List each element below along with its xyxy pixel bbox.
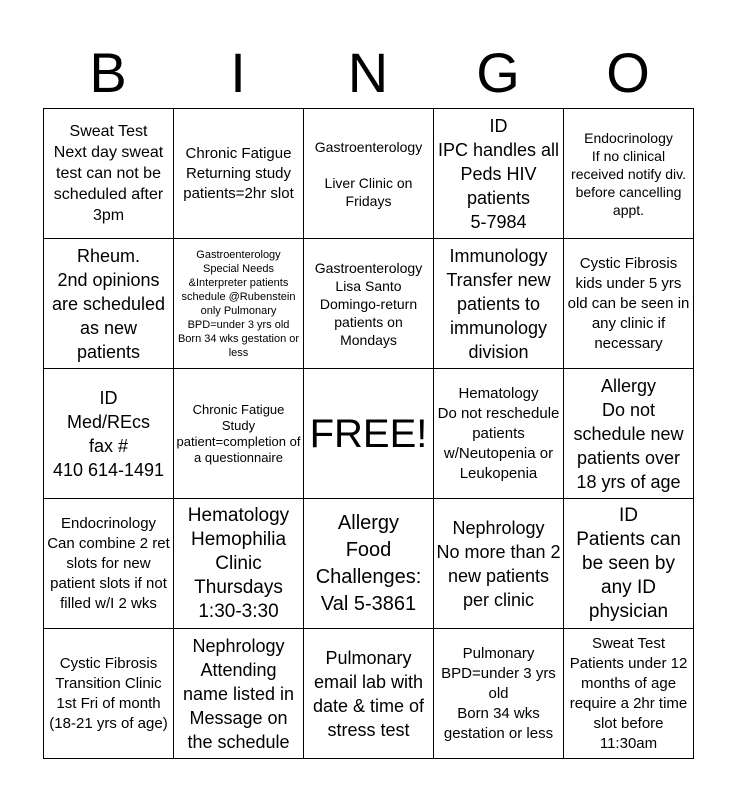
bingo-cell[interactable]: Endocrinology Can combine 2 ret slots for new patient slots if not filled w/I 2 wks — [44, 499, 174, 629]
bingo-cell[interactable]: Nephrology Attending name listed in Message on the schedule — [174, 629, 304, 759]
bingo-cell[interactable]: Chronic Fatigue Study patient=completion of a questionnaire — [174, 369, 304, 499]
bingo-cell[interactable]: Gastroenterology Liver Clinic on Fridays — [304, 109, 434, 239]
board-row — [44, 109, 694, 239]
header-letter-g: G — [476, 41, 520, 104]
bingo-cell[interactable]: Gastroenterology Special Needs &Interpreter patients schedule @Rubenstein only Pulmonary BPD=under 3 yrs old Born 34 wks gestation or less — [174, 239, 304, 369]
bingo-cell[interactable]: ID Patients can be seen by any ID physician — [564, 499, 694, 629]
bingo-cell[interactable]: Hematology Hemophilia Clinic Thursdays 1:30-3:30 — [174, 499, 304, 629]
bingo-cell[interactable]: Sweat Test Next day sweat test can not be scheduled after 3pm — [44, 109, 174, 239]
board-row — [44, 629, 694, 759]
bingo-cell[interactable]: ID Med/REcs fax # 410 614-1491 — [44, 369, 174, 499]
bingo-cell[interactable]: Allergy Food Challenges: Val 5-3861 — [304, 499, 434, 629]
bingo-cell[interactable]: Pulmonary BPD=under 3 yrs old Born 34 wks gestation or less — [434, 629, 564, 759]
bingo-cell[interactable]: Sweat Test Patients under 12 months of age require a 2hr time slot before 11:30am — [564, 629, 694, 759]
bingo-cell[interactable]: ID IPC handles all Peds HIV patients 5-7984 — [434, 109, 564, 239]
bingo-cell[interactable]: Cystic Fibrosis kids under 5 yrs old can be seen in any clinic if necessary — [564, 239, 694, 369]
bingo-cell[interactable]: Hematology Do not reschedule patients w/Neutopenia or Leukopenia — [434, 369, 564, 499]
free-space-cell[interactable]: FREE! — [304, 369, 434, 499]
board-row — [44, 239, 694, 369]
bingo-cell[interactable]: Pulmonary email lab with date & time of stress test — [304, 629, 434, 759]
bingo-cell[interactable]: Cystic Fibrosis Transition Clinic 1st Fri of month (18-21 yrs of age) — [44, 629, 174, 759]
board-row — [44, 369, 694, 499]
bingo-cell[interactable]: Rheum. 2nd opinions are scheduled as new patients — [44, 239, 174, 369]
board-row — [44, 499, 694, 629]
header-letter-b: B — [89, 41, 127, 104]
header-letter-i: I — [230, 41, 246, 104]
bingo-cell[interactable]: Allergy Do not schedule new patients over 18 yrs of age — [564, 369, 694, 499]
bingo-cell[interactable]: Chronic Fatigue Returning study patients=2hr slot — [174, 109, 304, 239]
bingo-cell[interactable]: Endocrinology If no clinical received notify div. before cancelling appt. — [564, 109, 694, 239]
bingo-header — [43, 40, 693, 106]
bingo-cell[interactable]: Gastroenterology Lisa Santo Domingo-return patients on Mondays — [304, 239, 434, 369]
bingo-cell[interactable]: Nephrology No more than 2 new patients per clinic — [434, 499, 564, 629]
header-letter-n: N — [347, 41, 389, 104]
bingo-cell[interactable]: Immunology Transfer new patients to immunology division — [434, 239, 564, 369]
bingo-board — [43, 108, 694, 759]
header-letter-o: O — [606, 41, 650, 104]
